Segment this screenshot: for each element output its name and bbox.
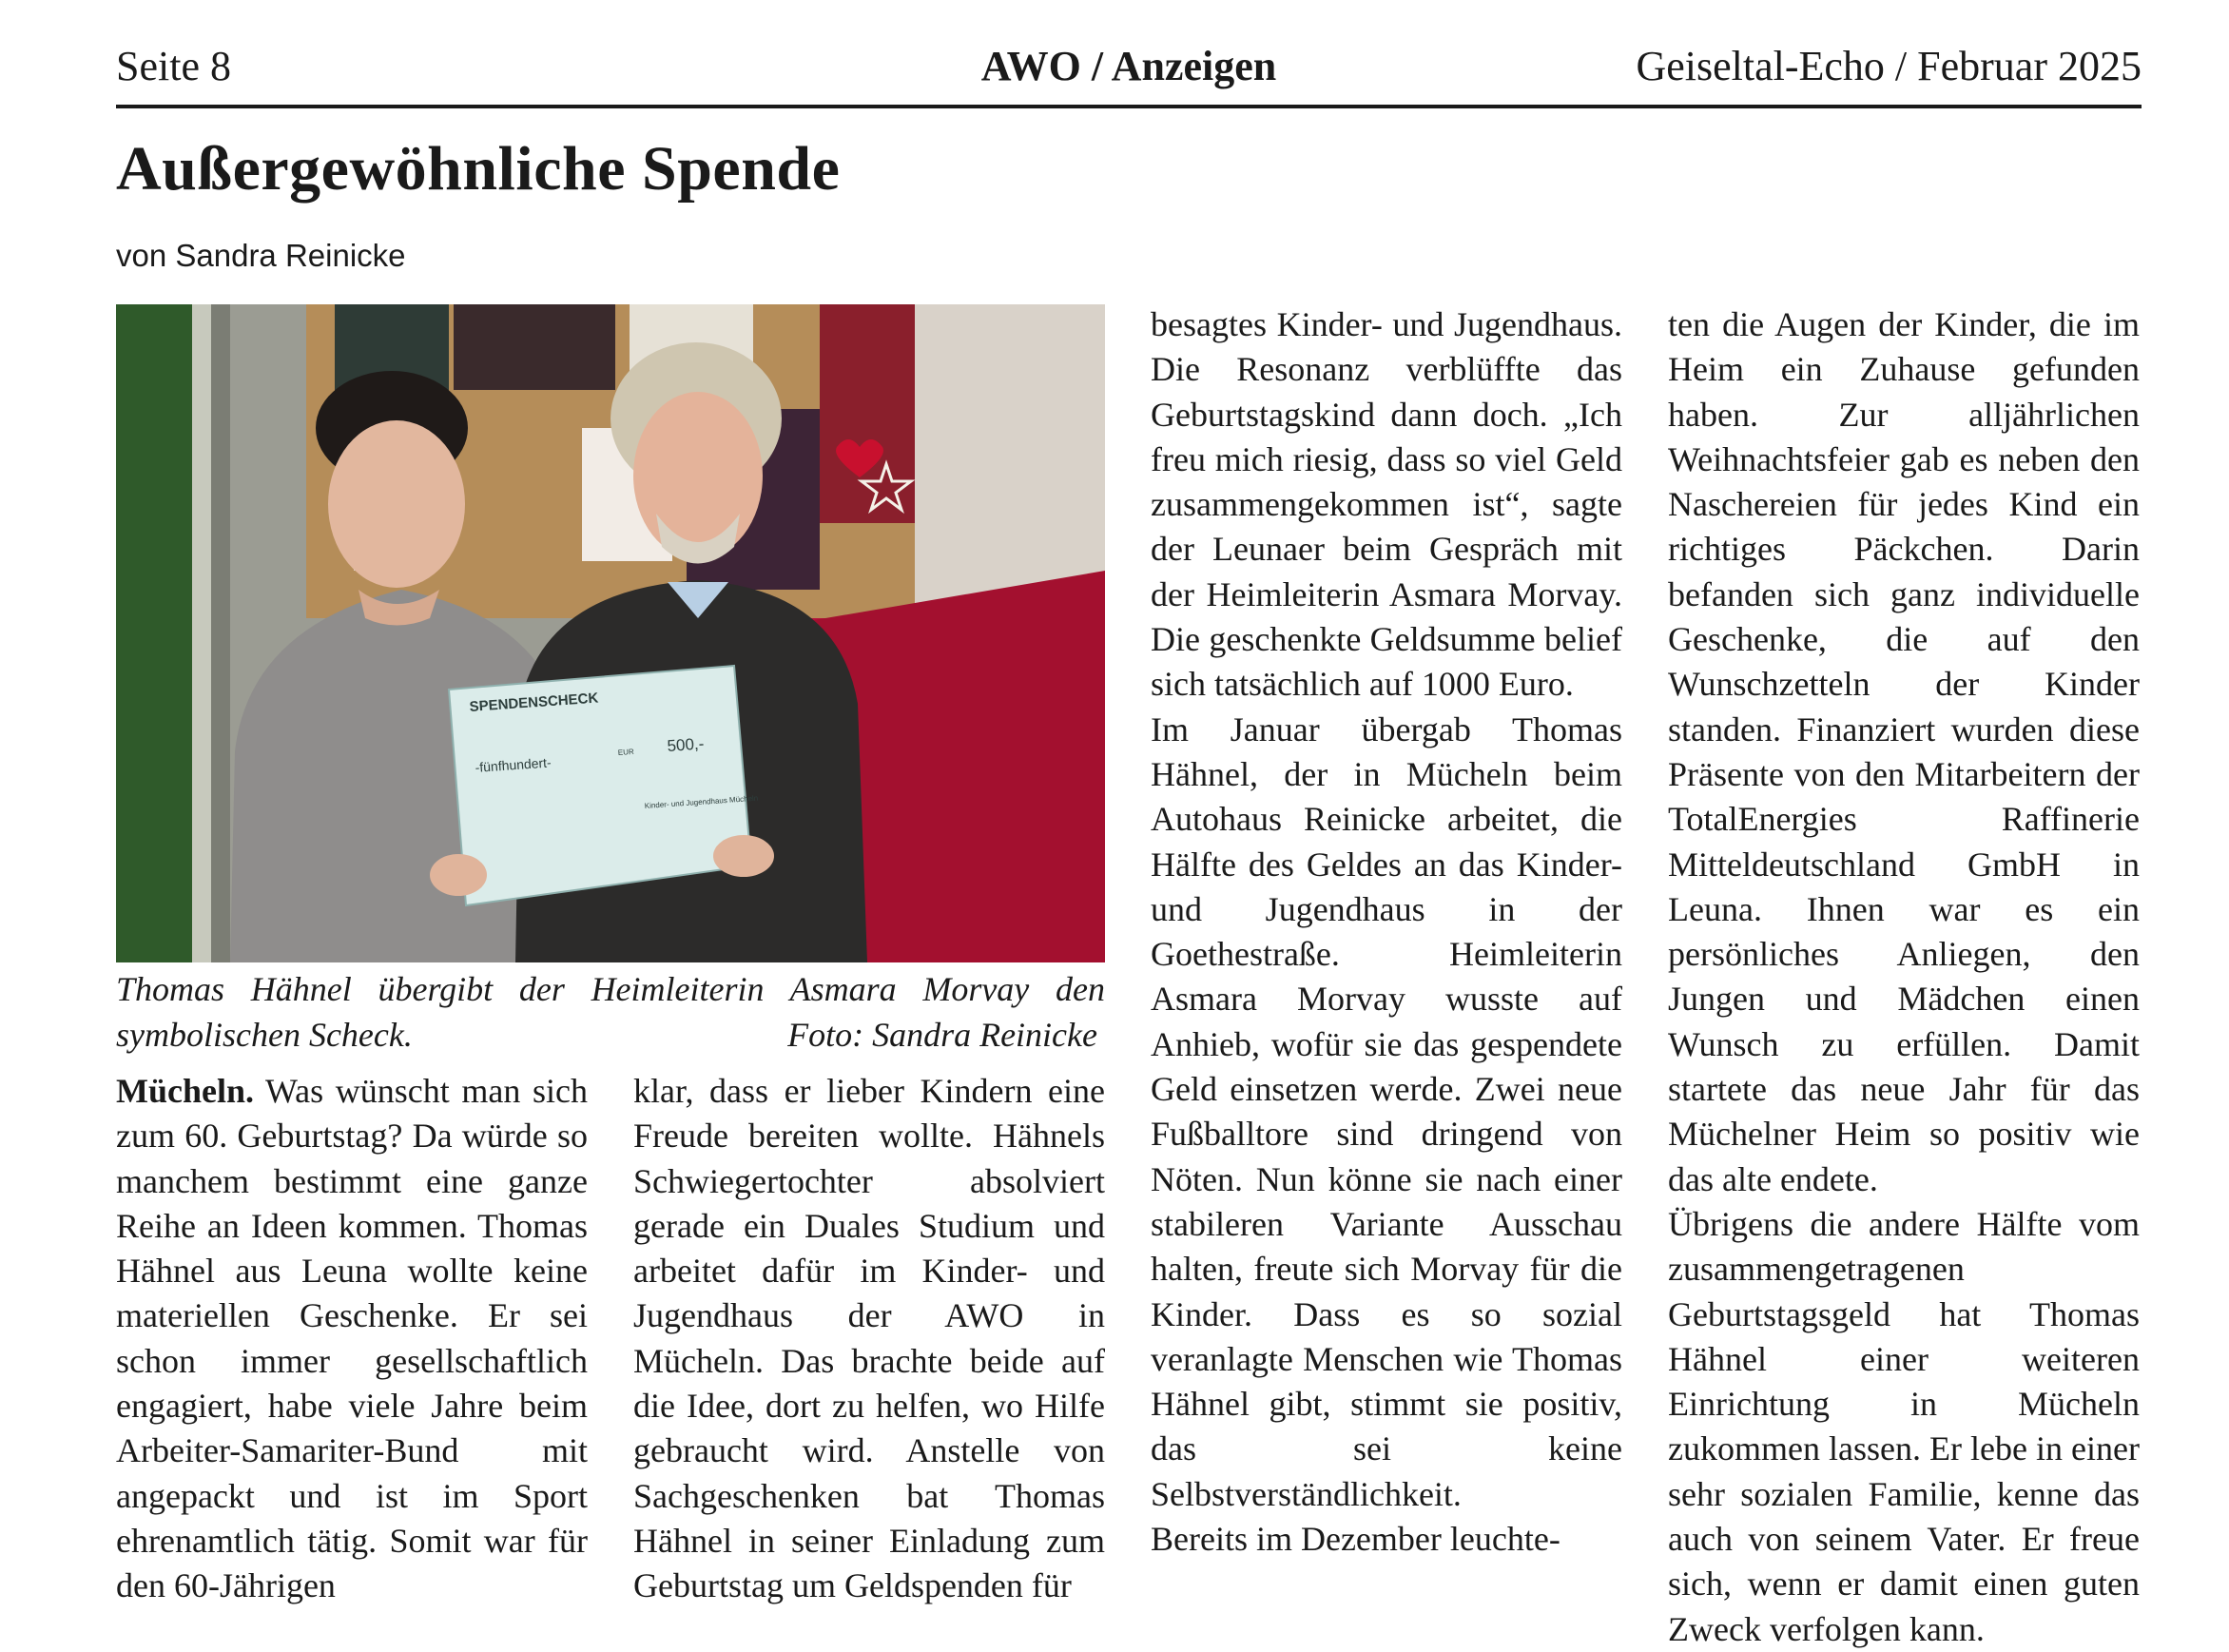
check-recipient: Kinder- und Jugendhaus Mücheln bbox=[644, 793, 759, 810]
caption-text: Thomas Hähnel übergibt der Heimleiterin Asmara Morvay den symbolischen Scheck. bbox=[116, 970, 1105, 1054]
check-amount: 500,- bbox=[666, 734, 705, 755]
page-header bbox=[116, 38, 2142, 107]
col1-text: Was wünscht man sich zum 60. Geburtstag? Da würde so manchem bestimmt eine ganze Reihe an Ideen kommen. Thomas Hähnel aus Leuna wollte keine materiellen Geschenke. Er sei schon immer gesellschaftlich engagiert, habe viele Jahre beim Arbeiter-Samariter-Bund mit angepackt und ist im Sport ehrenamtlich tätig. Somit war für den 60-Jährigen bbox=[116, 1072, 588, 1605]
article-column-2 bbox=[633, 1069, 1105, 1609]
body-paragraph: ten die Augen der Kinder, die im Heim ein Zuhause gefunden haben. Zur alljährlichen Weihnachtsfeier gab es neben den Naschereien für jedes Kind ein richtiges Päckchen. Darin befanden sich ganz individuelle Geschenke, die auf den Wunschzetteln der Kinder standen. Finanziert wurden diese Präsente von den Mitarbeitern der TotalEnergies Raffinerie Mitteldeutschland GmbH in Leuna. Ihnen war es ein persönliches Anliegen, den Jungen und Mädchen einen Wunsch zu erfüllen. Damit startete das neue Jahr für das Müchelner Heim so positiv wie das alte endete. bbox=[1668, 305, 2140, 1198]
section-title: AWO / Anzeigen bbox=[980, 43, 1277, 89]
article-byline: von Sandra Reinicke bbox=[116, 238, 406, 273]
article-headline: Außergewöhnliche Spende bbox=[116, 134, 841, 204]
check-title: SPENDENSCHECK bbox=[469, 690, 599, 715]
body-paragraph: Im Januar übergab Thomas Hähnel, der in Mücheln beim Autohaus Reinicke arbeitet, die Hälfte des Geldes an das Kinder- und Jugendhaus in der Goethestraße. Heimleiterin Asmara Morvay wusste auf Anhieb, wofür sie das gespendete Geld einsetzen werde. Zwei neue Fußballtore sind dringend von Nöten. Nun könne sie nach einer stabileren Variante Ausschau halten, freute sich Morvay für die Kinder. Dass es so sozial veranlagte Menschen wie Thomas Hähnel gibt, stimmt sie positiv, das sei keine Selbstverständlichkeit. bbox=[1151, 709, 1622, 1513]
article-column-3 bbox=[1151, 302, 1622, 1562]
article-column-1 bbox=[116, 1069, 588, 1609]
article-column-4 bbox=[1668, 302, 2140, 1652]
body-paragraph: klar, dass er lieber Kindern eine Freude bereiten wollte. Hähnels Schwiegertochter absolviert gerade ein Duales Studium und arbeitet dafür im Kinder- und Jugendhaus der AWO in Mücheln. Das brachte beide auf die Idee, dort zu helfen, wo Hilfe gebraucht wird. Anstelle von Sachgeschenken bat Thomas Hähnel in seiner Einladung zum Geburtstag um Geldspenden für bbox=[633, 1072, 1105, 1605]
photo-caption bbox=[116, 966, 1105, 1058]
photo-credit: Foto: Sandra Reinicke bbox=[787, 1016, 1097, 1054]
check-amount-words: -fünfhundert- bbox=[475, 754, 552, 775]
issue-info: Geiseltal-Echo / Februar 2025 bbox=[1636, 43, 2142, 89]
check-currency: EUR bbox=[617, 747, 634, 757]
body-paragraph bbox=[116, 1069, 588, 1609]
page-number: Seite 8 bbox=[116, 43, 231, 89]
body-paragraph: Bereits im Dezember leuchte- bbox=[1151, 1520, 1560, 1559]
body-paragraph: besagtes Kinder- und Jugendhaus. Die Resonanz verblüffte das Geburtstagskind dann doch. „Ich freu mich riesig, dass so viel Geld zusammengekommen ist“, sagte der Leunaer beim Gespräch mit der Heimleiterin Asmara Morvay. Die geschenkte Geldsumme belief sich tatsächlich auf 1000 Euro. bbox=[1151, 305, 1622, 704]
header-rule bbox=[116, 105, 2142, 108]
dateline: Mücheln. bbox=[116, 1072, 255, 1110]
body-paragraph: Übrigens die andere Hälfte vom zusammengetragenen Geburtstagsgeld hat Thomas Hähnel einer weiteren Einrichtung in Mücheln zukommen lassen. Er lebe in einer sehr sozialen Familie, kenne das auch von seinem Vater. Er freue sich, wenn er damit einen guten Zweck verfolgen kann. bbox=[1668, 1204, 2140, 1648]
article-photo bbox=[116, 304, 1105, 962]
